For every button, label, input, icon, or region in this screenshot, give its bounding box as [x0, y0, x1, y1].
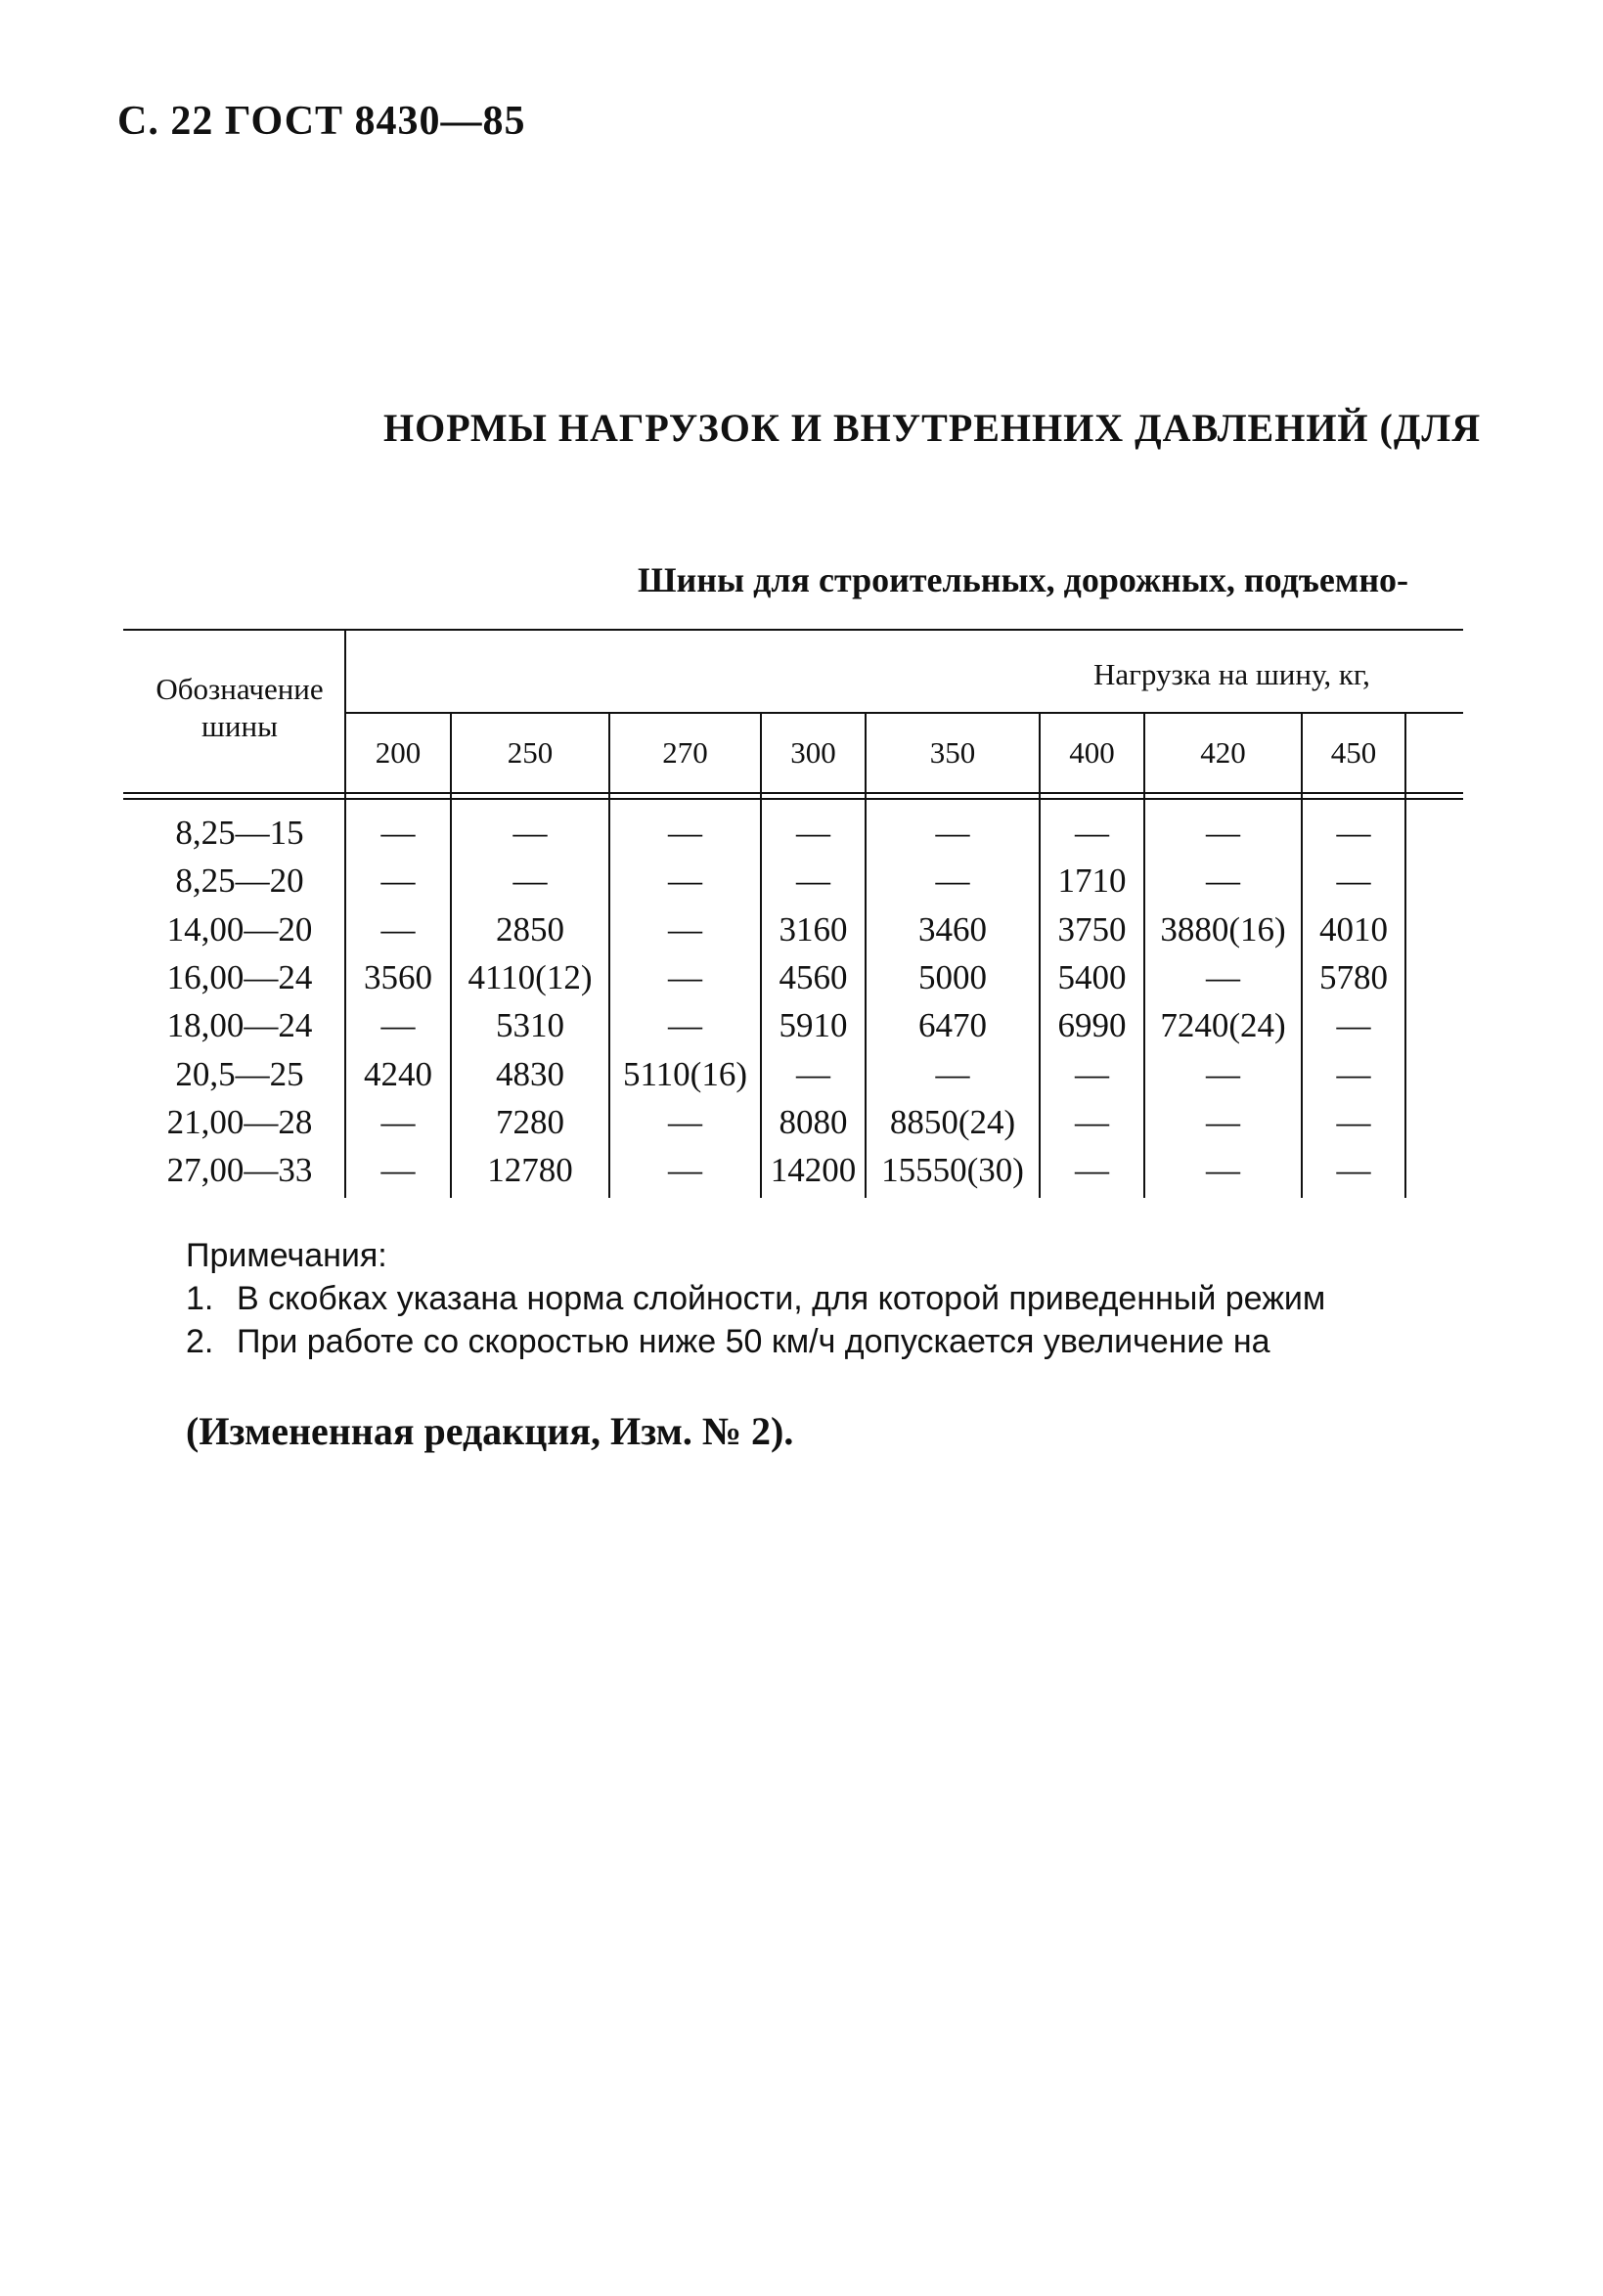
tire-designation: 14,00—20: [166, 910, 313, 949]
table-cell: —: [1336, 1151, 1371, 1189]
col-separator: [1404, 713, 1406, 1198]
tire-designation: 18,00—24: [166, 1006, 313, 1044]
tire-designation: 8,25—15: [175, 814, 304, 852]
table-cell: —: [668, 958, 702, 996]
table-cell: 14200: [770, 1151, 857, 1189]
table-cell: 5000: [918, 958, 987, 996]
table-cell: 4240: [364, 1055, 432, 1093]
table-cell: —: [668, 814, 702, 852]
load-column-header: 200: [375, 735, 422, 770]
header-bottom-rule-1: [123, 792, 1463, 794]
load-header: Нагрузка на шину, кг,: [1093, 657, 1370, 691]
table-cell: 8080: [779, 1103, 848, 1141]
table-cell: 7240(24): [1160, 1006, 1286, 1044]
table-cell: 6470: [918, 1006, 987, 1044]
table-cell: —: [796, 814, 830, 852]
load-column-header: 300: [790, 735, 836, 770]
table-cell: 4830: [496, 1055, 564, 1093]
table-cell: 4560: [779, 958, 848, 996]
table-cell: —: [1336, 861, 1371, 900]
tire-column-header: Обозначение шины: [156, 672, 324, 743]
note-item: [186, 1277, 1325, 1320]
table-cell: 3750: [1057, 910, 1127, 949]
notes: [186, 1234, 1325, 1363]
table-cell: —: [380, 861, 416, 900]
page-header: С. 22 ГОСТ 8430—85: [117, 99, 526, 144]
load-column-header: 400: [1069, 735, 1115, 770]
table-caption: Шины для строительных, дорожных, подъемно-: [638, 560, 1409, 599]
table-cell: —: [380, 814, 416, 852]
table-cell: 15550(30): [881, 1151, 1024, 1189]
table-cell: 6990: [1057, 1006, 1127, 1044]
table-cell: —: [512, 814, 548, 852]
table-cell: 1710: [1057, 861, 1127, 900]
table-cell: —: [796, 1055, 830, 1093]
table-top-rule: [123, 629, 1463, 631]
load-column-header: 420: [1200, 735, 1246, 770]
table-cell: —: [1075, 1055, 1109, 1093]
table-cell: 4110(12): [468, 958, 593, 996]
table-cell: —: [668, 1103, 702, 1141]
table-cell: —: [935, 814, 970, 852]
tire-designation: 27,00—33: [166, 1151, 313, 1189]
table-cell: —: [1206, 1055, 1240, 1093]
note-number: 2.: [186, 1323, 214, 1360]
table-cell: —: [796, 861, 830, 900]
table-cell: —: [512, 861, 548, 900]
tire-designation: 21,00—28: [166, 1103, 313, 1141]
tire-designation: 20,5—25: [175, 1055, 304, 1093]
tire-designation: 8,25—20: [175, 861, 304, 900]
table-cell: 5400: [1057, 958, 1127, 996]
table-cell: —: [1075, 814, 1109, 852]
table-cell: —: [1075, 1151, 1109, 1189]
document-title: НОРМЫ НАГРУЗОК И ВНУТРЕННИХ ДАВЛЕНИЙ (ДЛЯ: [383, 406, 1482, 450]
table-cell: —: [380, 910, 416, 949]
note-text: В скобках указана норма слойности, для которой приведенный режим: [237, 1280, 1326, 1317]
table-cell: 5310: [496, 1006, 564, 1044]
table-cell: —: [668, 910, 702, 949]
table-cell: —: [1206, 1151, 1240, 1189]
table-cell: —: [380, 1151, 416, 1189]
table-cell: —: [668, 1006, 702, 1044]
note-text: При работе со скоростью ниже 50 км/ч допускается увеличение на: [237, 1323, 1270, 1360]
note-item: [186, 1320, 1325, 1363]
table-cell: —: [1206, 1103, 1240, 1141]
table-cell: —: [1336, 1006, 1371, 1044]
amendment-note: (Измененная редакция, Изм. № 2).: [186, 1409, 794, 1453]
tire-designation: 16,00—24: [166, 958, 313, 996]
table-cell: —: [668, 1151, 702, 1189]
table-cell: 5110(16): [622, 1055, 747, 1093]
table-cell: 4010: [1319, 910, 1388, 949]
table-cell: 2850: [496, 910, 564, 949]
table-cell: 5910: [779, 1006, 848, 1044]
table-cell: —: [1336, 1103, 1371, 1141]
table-cell: —: [1075, 1103, 1109, 1141]
table-cell: 3160: [779, 910, 848, 949]
table-cell: 3460: [918, 910, 987, 949]
header-bottom-rule-2: [123, 798, 1463, 800]
load-column-header: 450: [1330, 735, 1377, 770]
load-column-header: 350: [929, 735, 976, 770]
header-divider-rule: [344, 712, 1463, 714]
table-cell: —: [1206, 861, 1240, 900]
table-cell: —: [935, 1055, 970, 1093]
table-cell: —: [380, 1103, 416, 1141]
table-cell: 8850(24): [889, 1103, 1016, 1141]
table-cell: —: [1206, 958, 1240, 996]
table-cell: 3880(16): [1160, 910, 1286, 949]
load-column-header: 270: [662, 735, 708, 770]
table-cell: —: [1206, 814, 1240, 852]
table-cell: —: [668, 861, 702, 900]
table-cell: 7280: [496, 1103, 564, 1141]
table-cell: 5780: [1319, 958, 1388, 996]
table-cell: —: [380, 1006, 416, 1044]
load-column-header: 250: [507, 735, 554, 770]
table-cell: —: [1336, 1055, 1371, 1093]
note-number: 1.: [186, 1280, 214, 1317]
notes-heading: Примечания:: [186, 1237, 387, 1274]
table-cell: —: [1336, 814, 1371, 852]
table-cell: 12780: [487, 1151, 573, 1189]
table-cell: —: [935, 861, 970, 900]
table-cell: 3560: [364, 958, 432, 996]
